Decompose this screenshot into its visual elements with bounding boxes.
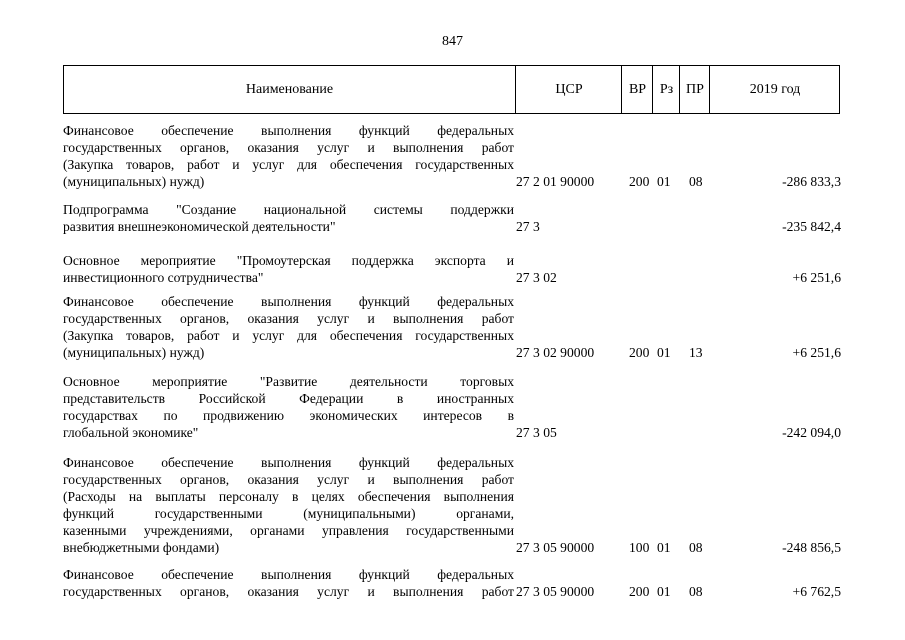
row-name-line: государственных органов, оказания услуг и выполнения работ <box>63 140 514 155</box>
row-name-line: Финансовое обеспечение выполнения функций федеральных <box>63 123 514 138</box>
row-rz: 01 <box>657 584 671 599</box>
row-value: +6 251,6 <box>792 345 841 360</box>
header-vr: ВР <box>621 66 653 113</box>
row-name-line: (Расходы на выплаты персоналу в целях обеспечения выполнения <box>63 489 514 504</box>
row-csr: 27 3 05 90000 <box>516 540 595 555</box>
row-name-line: (Закупка товаров, работ и услуг для обеспечения государственных <box>63 157 514 172</box>
header-csr: ЦСР <box>515 66 622 113</box>
row-value: -235 842,4 <box>782 219 841 234</box>
page-number: 847 <box>442 34 463 49</box>
row-name-line: (муниципальных) нужд) <box>63 174 205 189</box>
row-csr: 27 3 02 <box>516 270 557 285</box>
row-name <box>63 293 514 361</box>
row-name-line: государственных органов, оказания услуг и выполнения работ <box>63 472 514 487</box>
row-name-line: функций государственными (муниципальными) органами, <box>63 506 514 521</box>
row-vr: 200 <box>629 345 650 360</box>
row-name-line: представительств Российской Федерации в иностранных <box>63 391 514 406</box>
row-name-line: (муниципальных) нужд) <box>63 345 205 360</box>
row-name <box>63 252 514 286</box>
row-name-line: Финансовое обеспечение выполнения функций федеральных <box>63 294 514 309</box>
row-name-line: Основное мероприятие "Развитие деятельности торговых <box>63 374 514 389</box>
row-value: -286 833,3 <box>782 174 841 189</box>
row-name-line: Основное мероприятие "Промоутерская поддержка экспорта и <box>63 253 514 268</box>
row-name-line: развития внешнеэкономической деятельности" <box>63 219 336 234</box>
row-value: -242 094,0 <box>782 425 841 440</box>
row-pr: 08 <box>689 540 703 555</box>
row-name <box>63 122 514 190</box>
row-csr: 27 3 02 90000 <box>516 345 595 360</box>
row-vr: 200 <box>629 174 650 189</box>
row-name-line: государственных органов, оказания услуг и выполнения работ <box>63 584 514 599</box>
header-year: 2019 год <box>709 66 840 113</box>
row-name-line: (Закупка товаров, работ и услуг для обеспечения государственных <box>63 328 514 343</box>
row-name-line: Подпрограмма "Создание национальной системы поддержки <box>63 202 514 217</box>
row-name-line: государствах по продвижению экономических интересов в <box>63 408 514 423</box>
row-pr: 08 <box>689 584 703 599</box>
row-name <box>63 201 514 235</box>
row-csr: 27 3 <box>516 219 540 234</box>
row-pr: 08 <box>689 174 703 189</box>
row-name-line: Финансовое обеспечение выполнения функций федеральных <box>63 455 514 470</box>
row-csr: 27 3 05 <box>516 425 557 440</box>
row-csr: 27 2 01 90000 <box>516 174 595 189</box>
row-rz: 01 <box>657 540 671 555</box>
row-name-line: внебюджетными фондами) <box>63 540 220 555</box>
row-vr: 200 <box>629 584 650 599</box>
row-value: -248 856,5 <box>782 540 841 555</box>
row-name-line: инвестиционного сотрудничества" <box>63 270 264 285</box>
row-rz: 01 <box>657 345 671 360</box>
row-name-line: Финансовое обеспечение выполнения функций федеральных <box>63 567 514 582</box>
header-name: Наименование <box>245 81 334 97</box>
table-header <box>63 65 840 114</box>
row-name <box>63 373 514 441</box>
row-vr: 100 <box>629 540 650 555</box>
header-rz: Рз <box>652 66 680 113</box>
row-name-line: глобальной экономике" <box>63 425 199 440</box>
row-name-line: казенными учреждениями, органами управления государственными <box>63 523 514 538</box>
row-value: +6 251,6 <box>792 270 841 285</box>
row-value: +6 762,5 <box>792 584 841 599</box>
row-name <box>63 454 514 556</box>
row-name <box>63 566 514 600</box>
row-pr: 13 <box>689 345 703 360</box>
header-pr: ПР <box>679 66 710 113</box>
row-name-line: государственных органов, оказания услуг и выполнения работ <box>63 311 514 326</box>
row-rz: 01 <box>657 174 671 189</box>
row-csr: 27 3 05 90000 <box>516 584 595 599</box>
